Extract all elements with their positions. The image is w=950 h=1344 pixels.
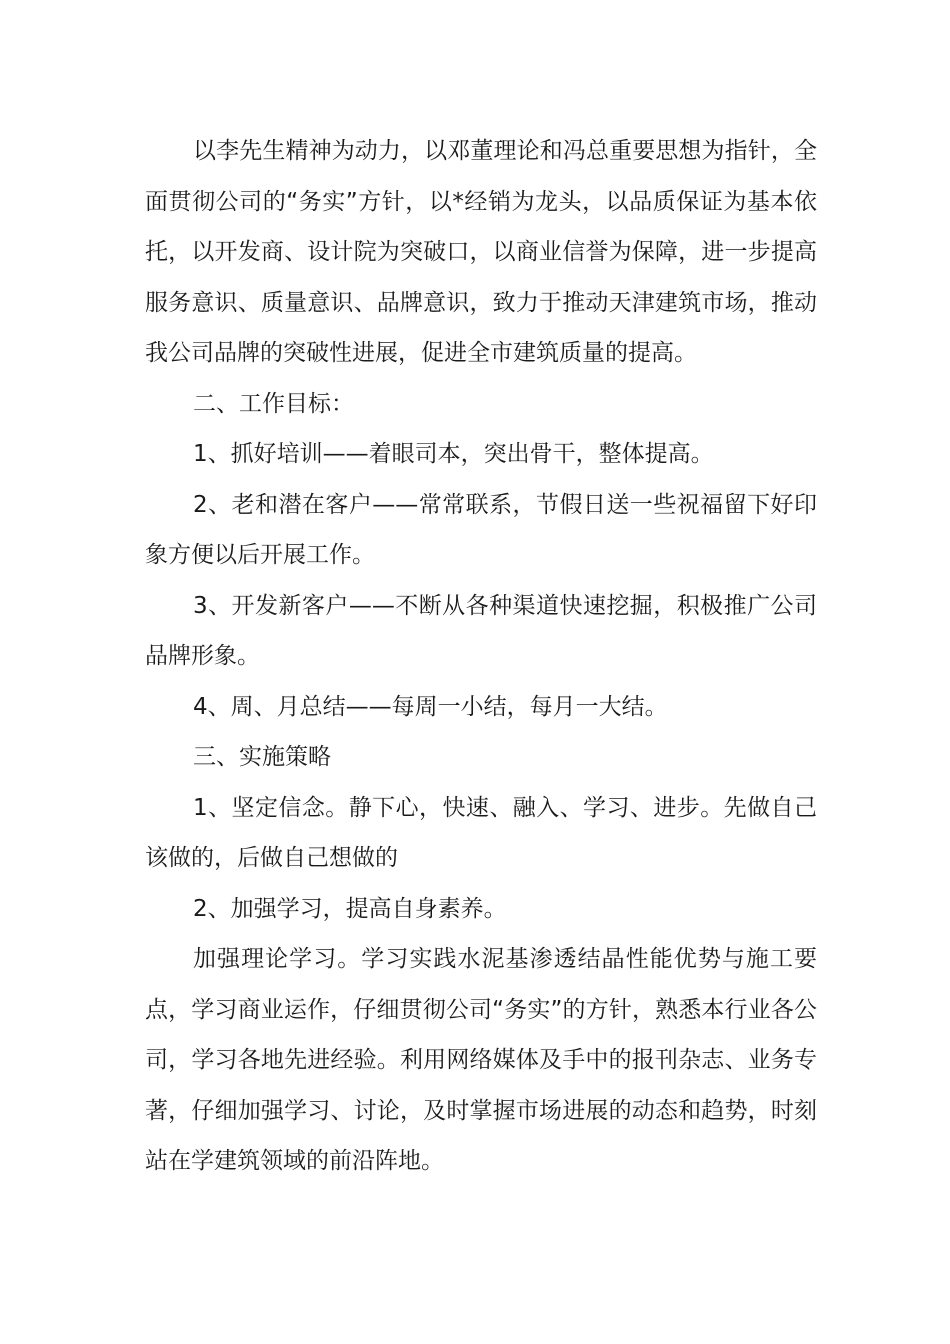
goal-item-1: 1、抓好培训——着眼司本，突出骨干，整体提高。 [193,441,714,467]
paragraph-intro: 以李先生精神为动力，以邓董理论和冯总重要思想为指针，全面贯彻公司的“务实”方针，以*经销为龙头，以品质保证为基本依托，以开发商、设计院为突破口，以商业信誉为保障，进一步提高服务意识、质量意识、品牌意识，致力于推动天津建筑市场，推动我公司品牌的突破性进展，促进全市建筑质量的提高。 [145,138,817,366]
heading-strategy: 三、实施策略 [193,744,331,770]
goal-item-2: 2、老和潜在客户——常常联系，节假日送一些祝福留下好印象方便以后开展工作。 [145,491,817,568]
paragraph-theory-study: 加强理论学习。学习实践水泥基渗透结晶性能优势与施工要点，学习商业运作，仔细贯彻公司“务实”的方针，熟悉本行业各公司，学习各地先进经验。利用网络媒体及手中的报刊杂志、业务专著，仔细加强学习、讨论，及时掌握市场进展的动态和趋势，时刻站在学建筑领域的前沿阵地。 [145,946,817,1174]
goal-item-4: 4、周、月总结——每周一小结，每月一大结。 [193,693,668,720]
goal-item-3: 3、开发新客户——不断从各种渠道快速挖掘，积极推广公司品牌形象。 [145,592,817,669]
strategy-item-2: 2、加强学习，提高自身素养。 [193,895,507,922]
heading-work-goals: 二、工作目标： [193,390,354,417]
document-body [145,126,817,1187]
strategy-item-1: 1、坚定信念。静下心，快速、融入、学习、进步。先做自己该做的，后做自己想做的 [145,794,817,871]
